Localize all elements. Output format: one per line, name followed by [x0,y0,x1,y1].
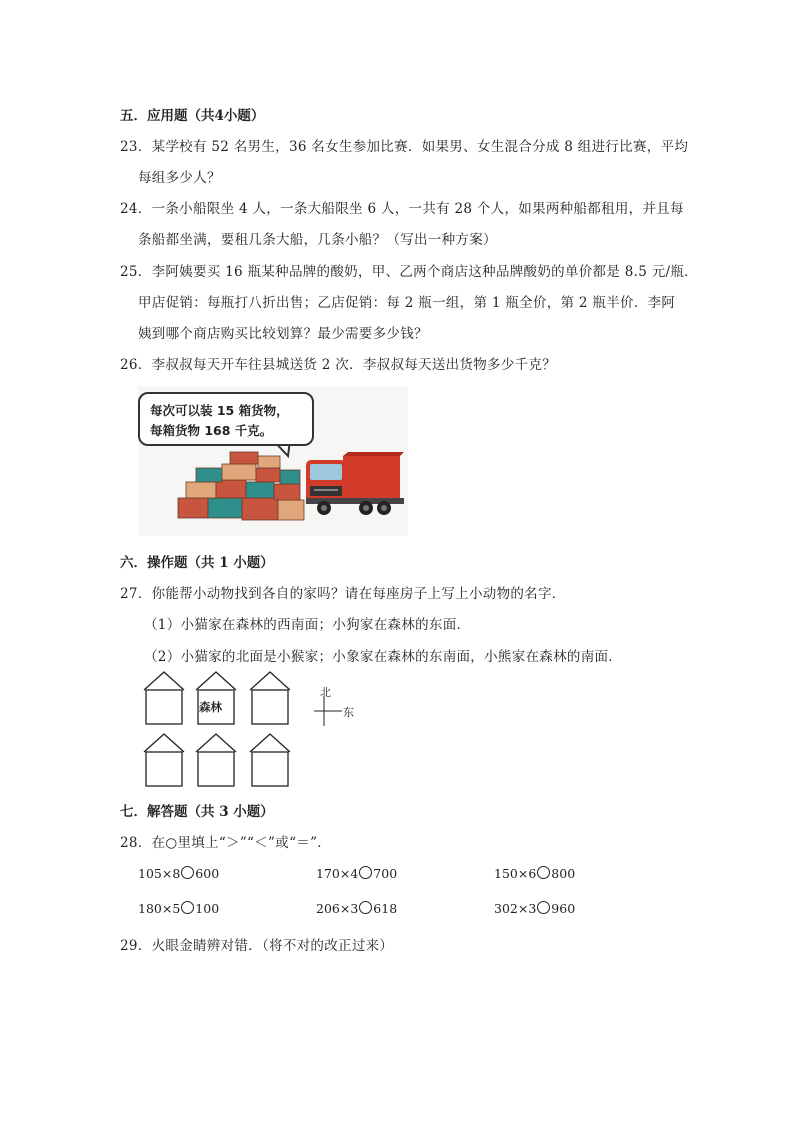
blank-circle[interactable] [181,901,194,914]
question-26-line-1: 26．李叔叔每天开车往县城送货 2 次．李叔叔每天送出货物多少千克？ [120,357,557,373]
blank-circle[interactable] [537,901,550,914]
speech-bubble [138,392,314,446]
forest-label: 森林 [199,700,222,714]
comparison-item: 302×3 960 [494,901,576,916]
question-24-line-1: 24．一条小船限坐 4 人，一条大船限坐 6 人，一共有 28 个人，如果两种船都租用，并且每 [120,201,684,217]
question-23-line-2: 每组多少人？ [138,170,221,186]
question-24-line-2: 条船都坐满，要租几条大船，几条小船？（写出一种方案） [138,232,497,248]
question-29-line-1: 29．火眼金睛辨对错．（将不对的改正过来） [120,938,394,954]
blank-circle[interactable] [181,866,194,879]
comparison-item: 180×5 100 [138,901,220,916]
section-7-heading: 七．解答题（共 3 小题） [120,804,274,820]
blank-circle[interactable] [537,866,550,879]
section-6-heading: 六．操作题（共 1 小题） [120,555,274,571]
section-5-heading: 五．应用题（共4小题） [120,108,265,124]
question-25-line-3: 姨到哪个商店购买比较划算？最少需要多少钱？ [138,326,428,342]
blank-circle[interactable] [359,901,372,914]
question-25-line-2: 甲店促销：每瓶打八折出售；乙店促销：每 2 瓶一组，第 1 瓶全价，第 2 瓶半价．李阿 [138,295,676,311]
comparison-item: 206×3 618 [316,901,398,916]
question-25-line-1: 25．李阿姨要买 16 瓶某种品牌的酸奶，甲、乙两个商店这种品牌酸奶的单价都是 8.5 元/瓶． [120,264,698,280]
bubble-line-1: 每次可以装 15 箱货物， [150,403,289,418]
question-27-line-3: （2）小猫家的北面是小猴家；小象家在森林的东南面，小熊家在森林的南面． [144,649,623,665]
question-27-line-2: （1）小猫家在森林的西南面；小狗家在森林的东面． [144,617,471,633]
blank-circle[interactable] [359,866,372,879]
question-23-line-1: 23．某学校有 52 名男生，36 名女生参加比赛．如果男、女生混合分成 8 组进行比赛，平均 [120,139,689,155]
question-28-line-1: 28．在○里填上“＞”“＜”或“＝”． [120,835,332,851]
comparison-item: 150×6 800 [494,866,576,881]
comparison-item: 105×8 600 [138,866,220,881]
compass-east-label: 东 [343,706,354,719]
comparison-item: 170×4 700 [316,866,398,881]
question-27-line-1: 27．你能帮小动物找到各自的家吗？请在每座房子上写上小动物的名字． [120,586,566,602]
bubble-line-2: 每箱货物 168 千克。 [150,423,273,438]
compass-north-label: 北 [320,686,331,699]
